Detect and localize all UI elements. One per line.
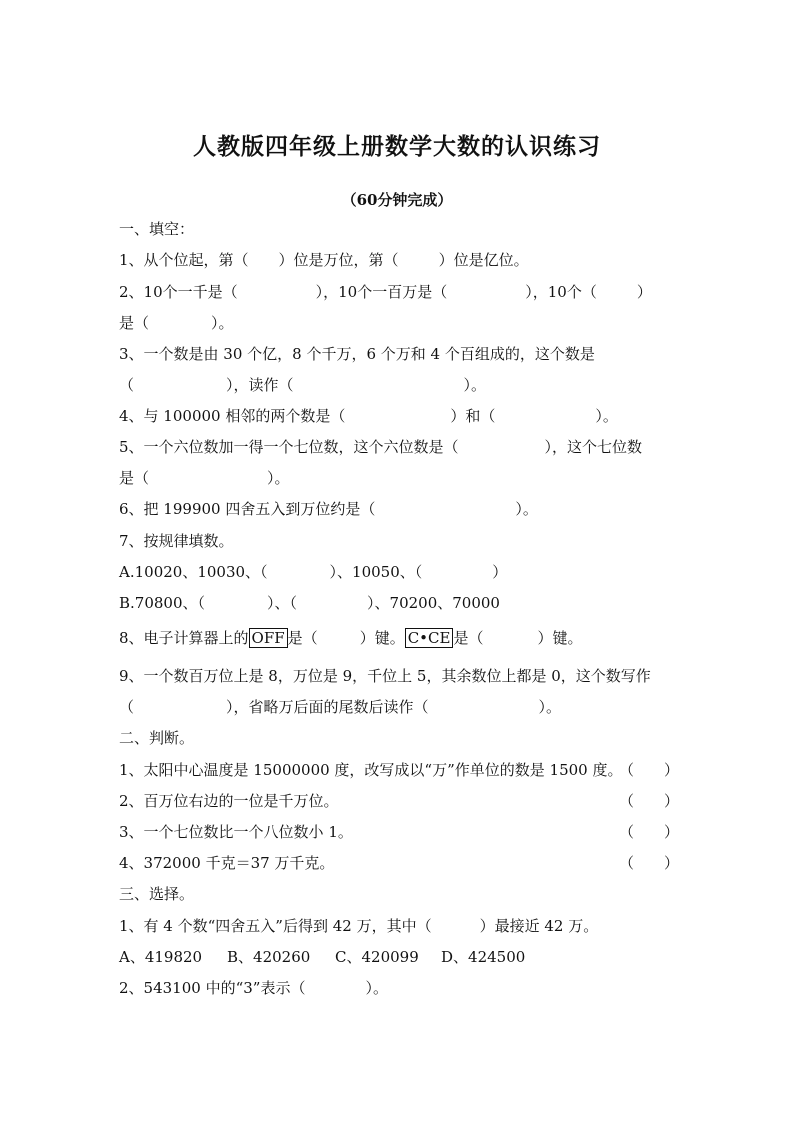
question-3-cont: （ ），读作（ ）。 xyxy=(119,376,487,394)
answer-paren: （ ） xyxy=(618,792,679,810)
section-heading-judge: 二、判断。 xyxy=(119,729,195,747)
off-key-box: OFF xyxy=(249,628,288,648)
question-4: 4、与 100000 相邻的两个数是（ ）和（ ）。 xyxy=(119,407,618,425)
question-9-cont: （ ），省略万后面的尾数后读作（ ）。 xyxy=(119,698,562,716)
section-heading-choice: 三、选择。 xyxy=(119,885,195,903)
option-d: D、424500 xyxy=(441,948,526,966)
question-5-cont: 是（ ）。 xyxy=(119,469,290,487)
option-a: A、419820 xyxy=(119,948,203,966)
judge-item-4: 4、372000 千克＝37 万千克。 （ ） xyxy=(119,854,679,872)
question-5: 5、一个六位数加一得一个七位数，这个六位数是（ ），这个七位数 xyxy=(119,438,643,456)
choice-question-2: 2、543100 中的“3”表示（ ）。 xyxy=(119,979,388,997)
section-heading-fill: 一、填空： xyxy=(119,220,195,238)
question-9: 9、一个数百万位上是 8，万位是 9，千位上 5，其余数位上都是 0，这个数写作 xyxy=(119,667,651,685)
choice-options xyxy=(119,947,679,967)
option-c: C、420099 xyxy=(335,948,419,966)
page-subtitle: （60分钟完成） xyxy=(341,191,453,209)
question-1: 1、从个位起，第（ ）位是万位，第（ ）位是亿位。 xyxy=(119,251,529,269)
question-7: 7、按规律填数。 xyxy=(119,532,234,550)
answer-paren: （ ） xyxy=(618,823,679,841)
answer-paren: （ ） xyxy=(618,854,679,872)
question-3: 3、一个数是由 30 个亿，8 个千万，6 个万和 4 个百组成的，这个数是 xyxy=(119,345,595,363)
question-2-cont: 是（ ）。 xyxy=(119,314,234,332)
question-6: 6、把 199900 四舍五入到万位约是（ ）。 xyxy=(119,500,538,518)
answer-paren: （ ） xyxy=(618,761,679,779)
question-7b: B.70800、（ ）、（ ）、70200、70000 xyxy=(119,594,500,612)
judge-item-3: 3、一个七位数比一个八位数小 1。 （ ） xyxy=(119,823,679,841)
choice-question-1: 1、有 4 个数“四舍五入”后得到 42 万，其中（ ）最接近 42 万。 xyxy=(119,917,599,935)
page-title: 人教版四年级上册数学大数的认识练习 xyxy=(193,133,601,160)
judge-item-2: 2、百万位右边的一位是千万位。 （ ） xyxy=(119,792,679,810)
question-2: 2、10个一千是（ ），10个一百万是（ ），10个（ ） xyxy=(119,283,652,301)
cce-key-box: C•CE xyxy=(405,628,454,648)
question-7a: A.10020、10030、（ ）、10050、（ ） xyxy=(119,563,508,581)
option-b: B、420260 xyxy=(227,948,311,966)
question-8: 8、电子计算器上的 OFF 是（ ）键。 C•CE 是（ ）键。 xyxy=(119,629,583,647)
judge-item-1: 1、太阳中心温度是 15000000 度，改写成以“万”作单位的数是 1500 度。 （ ） xyxy=(119,761,679,779)
